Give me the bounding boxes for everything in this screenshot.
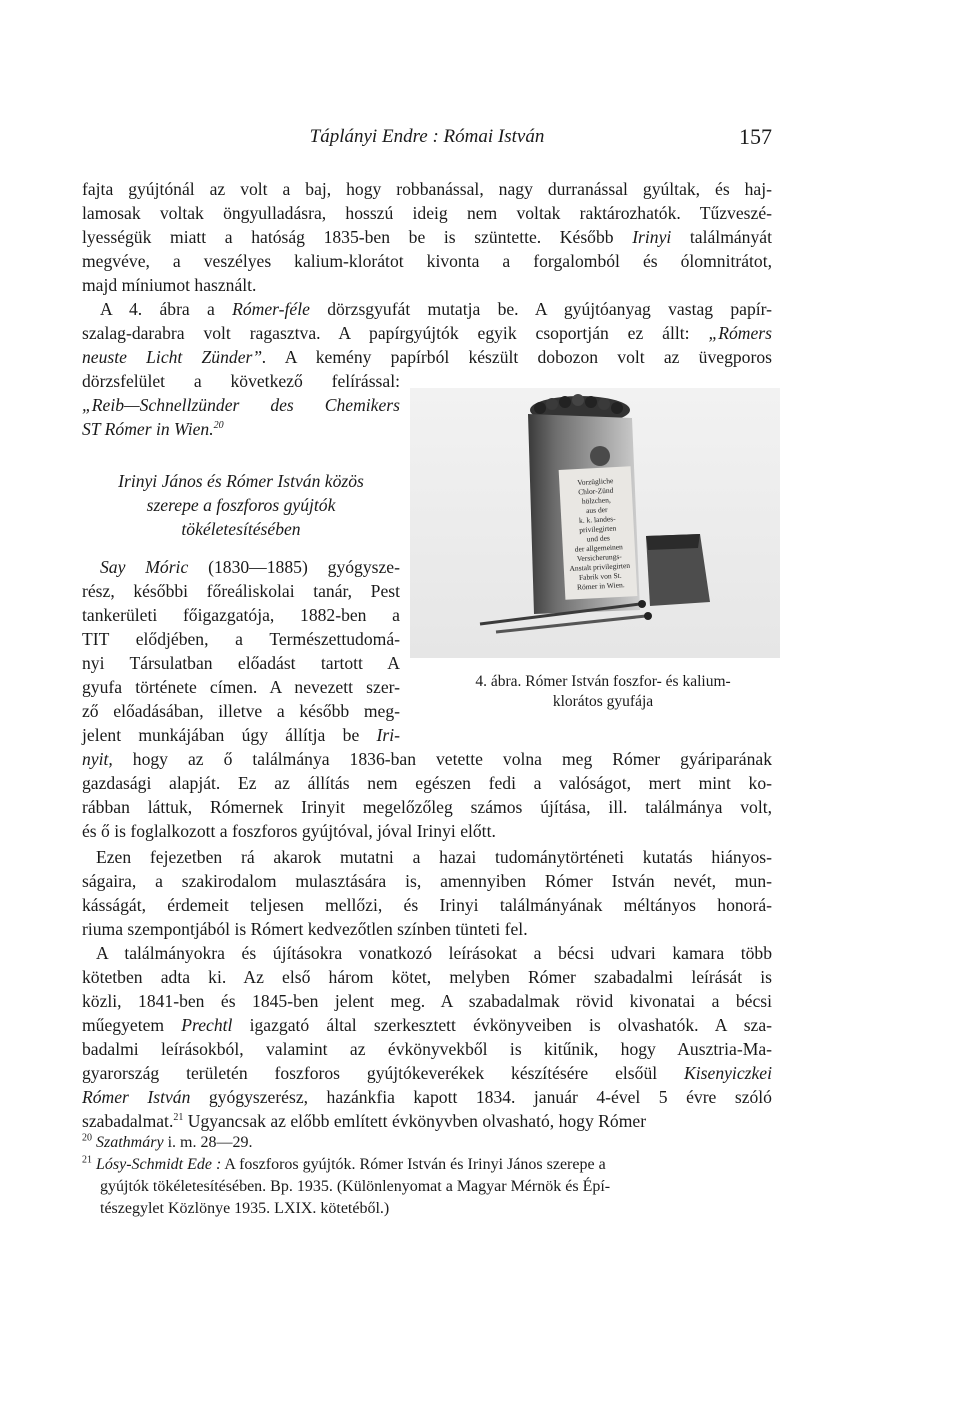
body-line [82, 1110, 646, 1133]
body-line: rész, későbbi főreáliskolai tanár, Pest [82, 581, 400, 601]
body-line [82, 748, 772, 771]
match-head [638, 600, 646, 608]
body-line [82, 1086, 772, 1109]
section-subheading-line: Irinyi János és Rómer István közös [118, 471, 364, 491]
body-line: lamosak voltak öngyulladásra, hosszú ideig nem voltak raktározhatók. Tűzveszé- [82, 203, 772, 223]
italic-name: Prechtl [181, 1015, 233, 1035]
text-span: találmányát [689, 227, 772, 247]
running-head [82, 126, 772, 148]
body-line: kásságát, érdemeit teljesen mellőzi, és Irinyi találmányának méltányos honorá- [82, 895, 772, 915]
footnote [82, 1154, 606, 1175]
italic-quote: ST Rómer in Wien. [82, 419, 214, 439]
body-line: közli, 1841-ben és 1845-ben jelent meg. A szabadalmak rövid kivonatai a bécsi [82, 991, 772, 1011]
figure-caption-line [475, 673, 730, 690]
italic-name: Rómer István [82, 1087, 191, 1107]
box-label-text: hölzchen, [581, 495, 611, 506]
body-line [82, 1062, 772, 1085]
text-span: Ugyancsak az előbb említett évkönyvben olvasható, hogy Rómer [183, 1111, 647, 1131]
text-span: szabadalmat. [82, 1111, 174, 1131]
caption-text: Rómer István foszfor- és kalium- [525, 673, 731, 690]
italic-name: Kisenyiczkei [684, 1063, 772, 1083]
body-line: rábban láttuk, Rómernek Irinyit megelőzőleg számos újítása, ill. találmánya volt, [82, 797, 772, 817]
running-head-title: Római István [443, 126, 545, 147]
figure-number: 4. ábra. [475, 673, 522, 690]
box-label-text: Anstalt privilegirten [569, 560, 631, 574]
footnote-author: Szathmáry [96, 1134, 164, 1151]
body-line [82, 322, 772, 345]
text-span: A 4. ábra a [100, 299, 215, 319]
box-label-text: aus der [585, 504, 608, 516]
body-line: gazdasági alapját. Ez az állítás nem egészen fedi a valóságot, mert mint ko- [82, 773, 772, 793]
footnote-number: 20 [82, 1132, 92, 1144]
body-line: ző előadásában, illetve a később meg- [82, 701, 400, 721]
box-label-text: Fabrik von St. [578, 570, 622, 583]
running-header [82, 126, 772, 156]
section-subheading-line: tökéletesítésében [181, 519, 301, 539]
body-line [82, 418, 224, 441]
body-line [82, 226, 772, 249]
body-line [82, 1014, 772, 1037]
page-number: 157 [739, 124, 772, 149]
body-line: A találmányokra és újításokra vonatkozó leírásokat a bécsi udvari kamara több [96, 943, 772, 963]
body-line: badalmi leírásokból, valamint az évkönyvekből is kitűnik, hogy Ausztria-Ma- [82, 1039, 772, 1059]
text-span: hogy az ő találmánya 1836-ban vetette volna meg Rómer gyáriparának [132, 749, 772, 769]
text-span: műegyetem [82, 1015, 165, 1035]
body-line: majd míniumot használt. [82, 275, 257, 295]
footnote-author: Lósy-Schmidt Ede : [96, 1156, 222, 1173]
box-label-text: Chlor-Zünd [577, 485, 614, 497]
body-line: nyi Társulatban előadást tartott A [82, 653, 400, 673]
italic-name: Irinyi [632, 227, 672, 247]
label-emblem [590, 446, 610, 466]
italic-quote: „Rómers [708, 323, 772, 343]
match-head [644, 612, 652, 620]
body-line: kötetben adta ki. Az első három kötet, melyben Rómer szabadalmi leírását is [82, 967, 772, 987]
italic-name: nyit, [82, 749, 113, 769]
footnote-number: 21 [82, 1154, 92, 1166]
text-span: gyógyszerész, hazánkfia kapott 1834. január 4-ével 5 évre szóló [208, 1087, 772, 1107]
footnote-text: A foszforos gyújtók. Rómer István és Irinyi János szerepe a [221, 1156, 606, 1173]
footnote-ref: 21 [173, 1112, 184, 1124]
text-span: gyarország területén foszforos gyújtókeverékek készítésére elsőül [82, 1063, 658, 1083]
italic-name: Rómer-féle [232, 299, 310, 319]
box-label-text: Vorzügliche [577, 476, 614, 488]
figure-matchbox-photo [410, 388, 780, 658]
body-line [100, 298, 772, 321]
body-line: gyufa története címen. A nevezett szer- [82, 677, 400, 697]
italic-quote: neuste Licht Zünder”. [82, 347, 267, 367]
body-line: és ő is foglalkozott a foszforos gyújtóval, jóval Irinyi előtt. [82, 821, 496, 841]
text-span: igazgató által szerkesztett évkönyveiben is olvashatók. A sza- [249, 1015, 773, 1035]
body-line [82, 724, 400, 747]
text-span: jelent munkájában úgy állítja be [82, 725, 360, 745]
italic-name: Iri- [376, 725, 400, 745]
caption-text: klorátos gyufája [552, 693, 654, 710]
footnote [82, 1132, 252, 1153]
running-head-separator: : [427, 126, 444, 147]
text-span: (1830—1885) gyógysze- [208, 557, 400, 577]
matchbox-illustration [410, 388, 780, 658]
footnote-text: i. m. 28—29. [163, 1134, 253, 1151]
lid-shadow [646, 534, 700, 550]
section-subheading-line: szerepe a foszforos gyújtók [146, 495, 336, 515]
body-line: dörzsfelület a következő felírással: [82, 371, 400, 391]
body-line: TIT elődjében, a Természettudomá- [82, 629, 400, 649]
running-head-author: Táplányi Endre [309, 126, 428, 147]
text-span: A kemény papírból készült dobozon volt az üvegporos [284, 347, 772, 367]
footnote-continuation: gyújtók tökéletesítésében. Bp. 1935. (Különlenyomat a Magyar Mérnök és Épí- [100, 1178, 611, 1195]
body-line: Ezen fejezetben rá akarok mutatni a hazai tudománytörténeti kutatás hiányos- [96, 847, 772, 867]
footnote-ref: 20 [213, 420, 224, 432]
box-label-text: privilegirten [579, 523, 617, 535]
italic-name: Say Móric [100, 557, 189, 577]
box-label-text: und des [586, 533, 611, 544]
body-line [82, 346, 772, 369]
body-line: tankerületi főigazgatója, 1882-ben a [82, 605, 400, 625]
text-span: lyességük miatt a hatóság 1835-ben be is szüntette. Később [82, 227, 614, 247]
body-line: riuma szempontjából is Rómert kedvezőtlen színben tünteti fel. [82, 919, 528, 939]
body-line [100, 556, 400, 579]
box-label-text: Versicherungs- [576, 551, 622, 564]
text-span: szalag-darabra volt ragasztva. A papírgyújtók egyik csoportján ez állt: [82, 323, 690, 343]
body-line: ságaira, a szakirodalom mulasztására is, amennyiben Rómer István nevét, mun- [82, 871, 772, 891]
box-label-text: der allgemeinen [574, 542, 624, 554]
footnote-continuation: tészegylet Közlönye 1935. LXIX. kötetéből.) [100, 1200, 390, 1217]
box-label-text: k. k. landes- [578, 514, 616, 525]
body-line: „Reib—Schnellzünder des Chemikers [82, 395, 400, 415]
figure-caption [428, 672, 778, 712]
box-label-text: Römer in Wien. [576, 580, 625, 592]
body-line: fajta gyújtónál az volt a baj, hogy robbanással, nagy durranással gyúltak, és haj- [82, 179, 772, 199]
text-span: dörzsgyufát mutatja be. A gyújtóanyag vastag papír- [327, 299, 772, 319]
body-line: megvéve, a veszélyes kalium-klorátot kivonta a forgalomból és ólomnitrátot, [82, 251, 772, 271]
